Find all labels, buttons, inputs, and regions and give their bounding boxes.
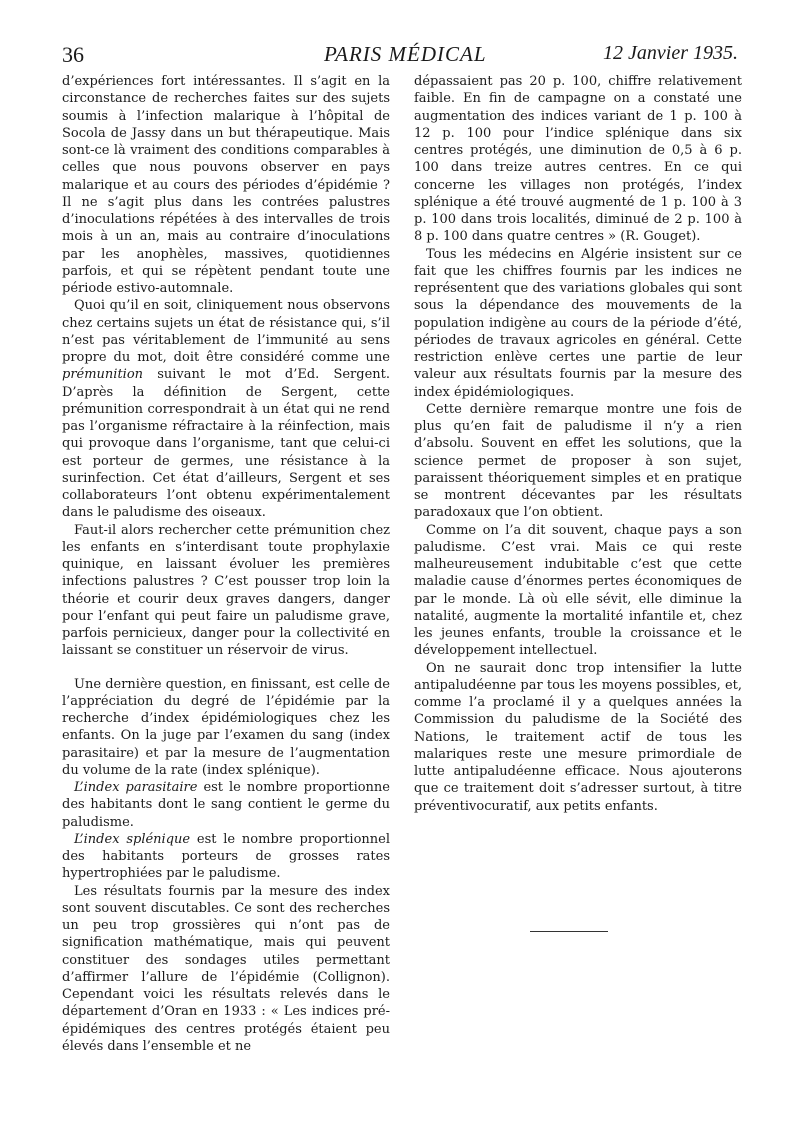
index-splenique-definition: est le nombre proportionnel des habitants porteurs de grosses rates hypertrophiées par le paludisme. <box>62 831 391 882</box>
paragraph-index-splenique <box>62 831 390 883</box>
paragraph-premunition <box>62 297 390 521</box>
section-divider <box>530 931 608 932</box>
paragraph-experiences: d’expériences fort intéressantes. Il s’agit en la circonstance de recherches faites sur des sujets soumis à l’infection malarique à l’hôpital de Socola de Jassy dans un but thérapeutique. Mais sont-ce là vraiment des conditions comparables à celles que nous pouvons observer en pays malarique et au cours des périodes d’épidémie ? Il ne s’agit plus dans les contrées palustres d’inoculations répétées à des intervalles de trois mois à un an, mais au contraire d’inoculations par les anophèles, massives, quotidiennes parfois, et qui se répètent pendant toute une période estivo-automnale. <box>62 74 390 296</box>
right-column <box>414 73 742 815</box>
paragraph-chaque-pays: Comme on l’a dit souvent, chaque pays a son paludisme. C’est vrai. Mais ce qui reste malheureusement indubitable c’est que cette maladie cause d’énormes pertes économiques de par le monde. Là où elle sévit, elle diminue la natalité, augmente la mortalité infantile et, chez les jeunes enfants, trouble la croissance et le développement intellectuel. <box>414 522 742 659</box>
paragraph-index-epidemiologiques: Une dernière question, en finissant, est celle de l’appréciation du degré de l’épidémie par la recherche d’index épidémiologiques chez les enfants. On la juge par l’examen du sang (index parasitaire) et par la mesure de l’augmentation du volume de la rate (index splénique). <box>62 676 390 778</box>
index-splenique-term: L’index splénique <box>74 831 191 847</box>
premunition-rest: suivant le mot d’Ed. Sergent. D’après la définition de Sergent, cette prémunition correspondrait à un état qui ne rend pas l’organisme réfractaire à la réinfection, mais qui provoque dans l’organisme, tant que celui-ci est porteur de germes, une résistance à la surinfection. Cet état d’ailleurs, Sergent et ses collaborateurs l’ont obtenu expérimentalement dans le paludisme des oiseaux. <box>62 367 391 521</box>
paragraph-remarque: Cette dernière remarque montre une fois de plus qu’en fait de paludisme il n’y a rien d’absolu. Souvent en effet les solutions, que la science permet de proposer à son sujet, paraissent théoriquement simples et en pratique se montrent décevantes par les résultats paradoxaux que l’on obtient. <box>414 401 742 521</box>
paragraph-oran-results: dépassaient pas 20 p. 100, chiffre relativement faible. En fin de campagne on a constaté une augmentation des indices variant de 1 p. 100 à 12 p. 100 pour l’indice splénique dans six centres protégés, une diminution de 0,5 à 6 p. 100 dans treize autres centres. En ce qui concerne les villages non protégés, l’index splénique a été trouvé augmenté de 1 p. 100 à 3 p. 100 dans trois localités, diminué de 2 p. 100 à 8 p. 100 dans quatre centres » (R. Gouget). <box>414 74 742 245</box>
paragraph-resultats-index: Les résultats fournis par la mesure des index sont souvent discutables. Ce sont des recherches un peu trop grossières qui n’ont pas de signification mathématique, mais qui peuvent constituer des sondages utiles permettant d’affirmer l’allure de l’épidémie (Collignon). Cependant voici les résultats relevés dans le département d’Oran en 1933 : « Les indices pré-épidémiques des centres protégés étaient peu élevés dans l’ensemble et ne <box>62 883 390 1054</box>
premunition-term: prémunition <box>62 367 144 383</box>
index-parasitaire-term: L’index parasitaire <box>74 780 198 795</box>
page-number: 36 <box>62 42 84 67</box>
paragraph-prophylaxie: Faut-il alors rechercher cette prémunition chez les enfants en s’interdisant toute prophylaxie quinique, en laissant évoluer les premières infections palustres ? C’est pousser trop loin la théorie et courir deux graves dangers, danger pour l’enfant qui peut faire un paludisme grave, parfois pernicieux, danger pour la collectivité en laissant se constituer un réservoir de virus. <box>62 522 390 659</box>
journal-title: PARIS MÉDICAL <box>324 42 487 66</box>
index-parasitaire-definition: est le nombre proportionne des habitants dont le sang contient le germe du paludisme. <box>62 780 390 830</box>
paragraph-conclusion: On ne saurait donc trop intensifier la lutte antipaludéenne par tous les moyens possibles, et, comme l’a proclamé il y a quelques années la Commission du paludisme de la Société des Nations, le traitement actif de tous les malariques reste une mesure primordiale de lutte antipaludéenne efficace. Nous ajouterons que ce traitement doit s’adresser surtout, à titre préventivocuratif, aux petits enfants. <box>414 660 742 814</box>
paragraph-medecins-algerie: Tous les médecins en Algérie insistent sur ce fait que les chiffres fournis par les indices ne représentent que des variations globales qui sont sous la dépendance des mouvements de la population indigène au cours de la période d’été, périodes de travaux agricoles en général. Cette restriction enlève certes une partie de leur valeur aux résultats fournis par la mesure des index épidémiologiques. <box>414 246 742 400</box>
issue-date: 12 Janvier 1935. <box>603 42 738 64</box>
premunition-intro: Quoi qu’il en soit, cliniquement nous observons chez certains sujets un état de résistance qui, s’il n’est pas véritablement de l’immunité au sens propre du mot, doit être considéré comme une <box>62 298 390 365</box>
paragraph-index-parasitaire <box>62 779 390 831</box>
page-header <box>62 40 738 74</box>
left-column <box>62 73 390 1055</box>
